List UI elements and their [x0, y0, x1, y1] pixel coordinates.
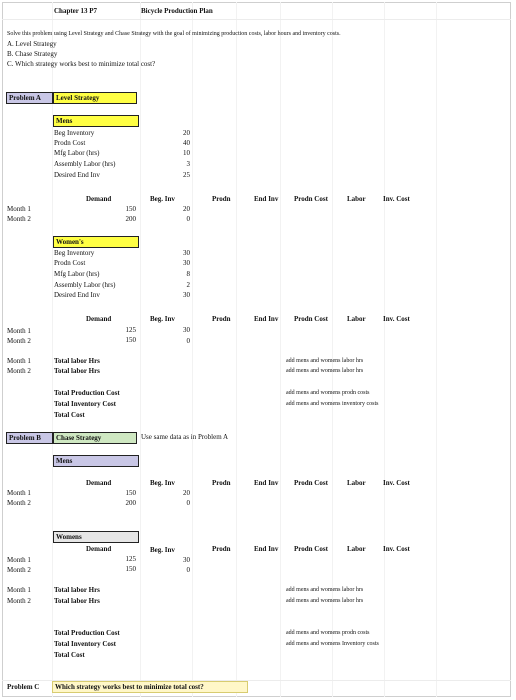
- param-name: Assembly Labor (hrs): [54, 160, 116, 168]
- total-inventory-cost-label: Total Inventory Cost: [54, 400, 116, 408]
- col-demand: Demand: [86, 545, 112, 553]
- month-label: Month 2: [7, 215, 31, 223]
- col-prodn-cost: Prodn Cost: [294, 315, 328, 323]
- column-divider: [52, 2, 53, 697]
- param-value[interactable]: 30: [183, 259, 190, 267]
- param-value[interactable]: 30: [183, 291, 190, 299]
- beg-inv-cell[interactable]: 0: [186, 215, 190, 223]
- chapter-label: Chapter 13 P7: [54, 7, 98, 15]
- col-beg-inv: Beg. Inv: [150, 479, 175, 487]
- labor-note: add mens and womens labor hrs: [286, 368, 364, 374]
- mens-header-cell-b[interactable]: [53, 455, 139, 467]
- total-production-cost-label: Total Production Cost: [54, 389, 120, 397]
- total-note: add mens and womens inventory costs: [286, 401, 379, 407]
- demand-cell[interactable]: 150: [125, 336, 136, 344]
- param-value[interactable]: 10: [183, 149, 190, 157]
- col-end-inv: End Inv: [254, 315, 279, 323]
- beg-inv-cell[interactable]: 0: [186, 499, 190, 507]
- womens-header-cell[interactable]: [53, 236, 139, 248]
- demand-cell[interactable]: 200: [125, 499, 136, 507]
- param-value[interactable]: 20: [183, 129, 190, 137]
- param-name: Assembly Labor (hrs): [54, 281, 116, 289]
- col-prodn: Prodn: [212, 479, 231, 487]
- beg-inv-cell[interactable]: 0: [186, 337, 190, 345]
- beg-inv-cell[interactable]: 20: [183, 205, 190, 213]
- column-divider: [384, 2, 385, 697]
- param-value[interactable]: 2: [186, 281, 190, 289]
- col-demand: Demand: [86, 195, 112, 203]
- demand-cell[interactable]: 150: [125, 565, 136, 573]
- mens-label-b: Mens: [56, 457, 73, 465]
- param-name: Desired End Inv: [54, 171, 100, 179]
- month-label: Month 2: [7, 337, 31, 345]
- param-name: Beg Inventory: [54, 129, 95, 137]
- col-labor: Labor: [347, 545, 366, 553]
- column-divider: [140, 2, 141, 697]
- col-end-inv: End Inv: [254, 479, 279, 487]
- col-prodn-cost: Prodn Cost: [294, 195, 328, 203]
- beg-inv-cell[interactable]: 30: [183, 326, 190, 334]
- problem-b-title: Chase Strategy: [56, 434, 102, 442]
- col-labor: Labor: [347, 479, 366, 487]
- problem-b-label: Problem B: [9, 434, 41, 442]
- instructions-text: Solve this problem using Level Strategy and Chase Strategy with the goal of minimizing production costs, labor hours and inventory costs.: [7, 31, 341, 37]
- month-label: Month 1: [7, 489, 31, 497]
- demand-cell[interactable]: 200: [125, 215, 136, 223]
- problem-a-title: Level Strategy: [56, 94, 100, 102]
- col-inv-cost: Inv. Cost: [383, 545, 410, 553]
- demand-cell[interactable]: 125: [125, 555, 136, 563]
- demand-cell[interactable]: 150: [125, 205, 136, 213]
- labor-note: add mens and womens labor hrs: [286, 598, 364, 604]
- total-inventory-cost-label: Total Inventory Cost: [54, 640, 116, 648]
- problem-b-note: Use same data as in Problem A: [141, 433, 229, 441]
- labor-note: add mens and womens labor hrs: [286, 587, 364, 593]
- total-cost-label: Total Cost: [54, 411, 85, 419]
- col-inv-cost: Inv. Cost: [383, 479, 410, 487]
- month-label: Month 2: [7, 499, 31, 507]
- total-note: add mens and womens prodn costs: [286, 390, 370, 396]
- intro-item-a: A. Level Strategy: [7, 40, 57, 48]
- problem-a-label: Problem A: [9, 94, 41, 102]
- mens-label: Mens: [56, 117, 73, 125]
- problem-a-title-cell[interactable]: [53, 92, 137, 104]
- col-beg-inv: Beg. Inv: [150, 195, 175, 203]
- womens-label: Women's: [56, 238, 84, 246]
- col-prodn: Prodn: [212, 315, 231, 323]
- col-beg-inv: Beg. Inv: [150, 546, 175, 554]
- beg-inv-cell[interactable]: 30: [183, 556, 190, 564]
- month-label: Month 1: [7, 586, 31, 594]
- total-labor-label: Total labor Hrs: [54, 586, 100, 594]
- col-inv-cost: Inv. Cost: [383, 315, 410, 323]
- womens-header-cell-b[interactable]: [53, 531, 139, 543]
- col-beg-inv: Beg. Inv: [150, 315, 175, 323]
- param-value[interactable]: 40: [183, 139, 190, 147]
- total-cost-label: Total Cost: [54, 651, 85, 659]
- column-divider: [236, 2, 237, 697]
- month-label: Month 2: [7, 597, 31, 605]
- month-label: Month 1: [7, 205, 31, 213]
- total-labor-label: Total labor Hrs: [54, 597, 100, 605]
- col-end-inv: End Inv: [254, 195, 279, 203]
- col-demand: Demand: [86, 479, 112, 487]
- demand-cell[interactable]: 125: [125, 326, 136, 334]
- month-label: Month 2: [7, 367, 31, 375]
- month-label: Month 1: [7, 327, 31, 335]
- total-labor-label: Total labor Hrs: [54, 357, 100, 365]
- problem-b-title-cell[interactable]: [53, 432, 137, 444]
- beg-inv-cell[interactable]: 0: [186, 566, 190, 574]
- intro-item-c: C. Which strategy works best to minimize total cost?: [7, 60, 156, 68]
- param-value[interactable]: 25: [183, 171, 190, 179]
- month-label: Month 2: [7, 566, 31, 574]
- param-name: Prodn Cost: [54, 259, 86, 267]
- col-prodn: Prodn: [212, 545, 231, 553]
- param-value[interactable]: 3: [186, 160, 190, 168]
- problem-a-label-cell[interactable]: [6, 92, 53, 104]
- beg-inv-cell[interactable]: 20: [183, 489, 190, 497]
- col-labor: Labor: [347, 195, 366, 203]
- month-label: Month 1: [7, 556, 31, 564]
- problem-b-label-cell[interactable]: [6, 432, 53, 444]
- column-divider: [436, 2, 437, 697]
- param-name: Desired End Inv: [54, 291, 100, 299]
- param-name: Mfg Labor (hrs): [54, 270, 100, 278]
- labor-note: add mens and womens labor hrs: [286, 358, 364, 364]
- col-prodn-cost: Prodn Cost: [294, 479, 328, 487]
- problem-c-label: Problem C: [7, 683, 40, 691]
- col-prodn-cost: Prodn Cost: [294, 545, 328, 553]
- total-note: add mens and womens prodn costs: [286, 630, 370, 636]
- total-production-cost-label: Total Production Cost: [54, 629, 120, 637]
- param-name: Beg Inventory: [54, 249, 95, 257]
- param-value[interactable]: 30: [183, 249, 190, 257]
- mens-header-cell[interactable]: [53, 115, 139, 127]
- col-inv-cost: Inv. Cost: [383, 195, 410, 203]
- plan-title: Bicycle Production Plan: [141, 7, 213, 15]
- col-demand: Demand: [86, 315, 112, 323]
- col-prodn: Prodn: [212, 195, 231, 203]
- param-name: Prodn Cost: [54, 139, 86, 147]
- intro-item-b: B. Chase Strategy: [7, 50, 58, 58]
- problem-c-answer-cell[interactable]: [52, 681, 248, 693]
- column-divider: [192, 2, 193, 697]
- womens-label-b: Womens: [56, 533, 82, 541]
- problem-c-question: Which strategy works best to minimize total cost?: [55, 683, 204, 691]
- col-labor: Labor: [347, 315, 366, 323]
- col-end-inv: End Inv: [254, 545, 279, 553]
- demand-cell[interactable]: 150: [125, 489, 136, 497]
- column-divider: [280, 2, 281, 697]
- param-value[interactable]: 8: [186, 270, 190, 278]
- total-note: add mens and womens Inventory costs: [286, 641, 379, 647]
- total-labor-label: Total labor Hrs: [54, 367, 100, 375]
- month-label: Month 1: [7, 357, 31, 365]
- param-name: Mfg Labor (hrs): [54, 149, 100, 157]
